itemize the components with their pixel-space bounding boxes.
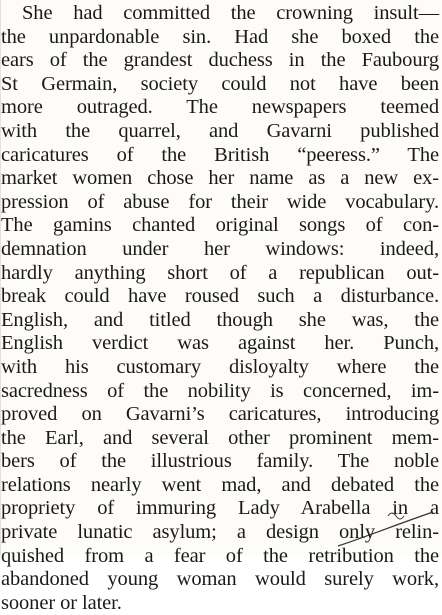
text-line: with the quarrel, and Gavarni published — [1, 119, 439, 142]
text-line: abandoned young woman would surely work, — [1, 568, 439, 591]
text-line: proved on Gavarni’s caricatures, introducing — [1, 403, 439, 426]
text-line: demnation under her windows: indeed, — [1, 237, 439, 260]
text-line: the Earl, and several other prominent mem- — [1, 426, 439, 449]
text-line: She had committed the crowning insult— — [22, 2, 439, 24]
text-line: propriety of immuring Lady Arabella in a — [1, 497, 439, 520]
text-line: more outraged. The newspapers teemed — [1, 96, 439, 119]
text-line: The gamins chanted original songs of con- — [1, 214, 439, 237]
text-line: with his customary disloyalty where the — [1, 355, 439, 378]
text-line: quished from a fear of the retribution the — [1, 544, 439, 567]
text-line: market women chose her name as a new ex- — [1, 167, 439, 190]
text-line: St Germain, society could not have been — [1, 72, 439, 95]
text-line: private lunatic asylum; a design only relin- — [1, 521, 439, 544]
text-line: the unpardonable sin. Had she boxed the — [1, 25, 439, 48]
text-line: ears of the grandest duchess in the Faubourg — [1, 49, 439, 72]
text-line: hardly anything short of a republican out- — [1, 261, 439, 284]
text-line: bers of the illustrious family. The noble — [1, 450, 439, 473]
text-line: English verdict was against her. Punch, — [1, 332, 439, 355]
text-line: English, and titled though she was, the — [1, 308, 439, 331]
text-line: sooner or later. — [1, 591, 122, 614]
text-line: caricatures of the British “peeress.” The — [1, 143, 439, 166]
text-line: relations nearly went mad, and debated the — [1, 473, 439, 496]
text-line: sacredness of the nobility is concerned, im- — [1, 379, 439, 402]
handwritten-mark-icon — [328, 506, 438, 550]
text-line: break could have roused such a disturbance. — [1, 285, 439, 308]
text-line: pression of abuse for their wide vocabulary. — [1, 190, 439, 213]
